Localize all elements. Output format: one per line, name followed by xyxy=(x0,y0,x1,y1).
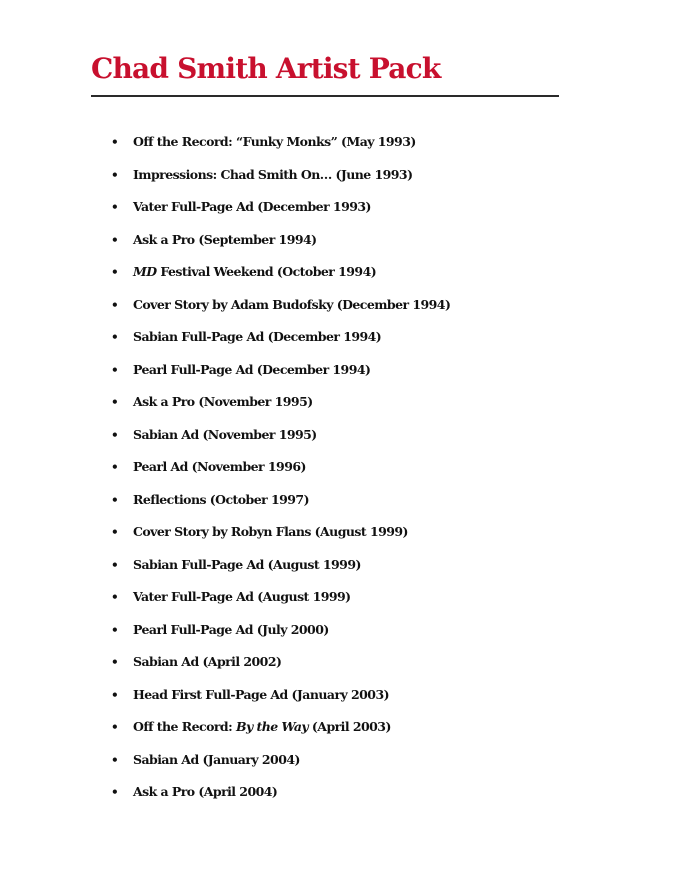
item-text-part: Festival Weekend (October 1994) xyxy=(156,264,377,279)
bullet-point: • xyxy=(111,135,119,149)
item-text-part: Ask a Pro (November 1995) xyxy=(133,394,313,409)
bullet-point: • xyxy=(111,785,119,799)
bullet-point: • xyxy=(111,362,119,377)
item-text-part: Sabian Ad (November 1995) xyxy=(133,426,317,442)
item-text-part: Ask a Pro (April 2004) xyxy=(133,784,278,799)
item-text-part: Sabian Full-Page Ad (December 1994) xyxy=(133,329,382,344)
list-item-text xyxy=(133,651,281,673)
item-text-part: Ask a Pro (September 1994) xyxy=(133,231,317,247)
list-item-text xyxy=(133,684,389,706)
item-text-part: Cover Story by Robyn Flans (August 1999) xyxy=(133,524,408,539)
list-item-text xyxy=(133,716,391,738)
list-item-text xyxy=(133,391,313,413)
bullet-point: • xyxy=(111,232,119,247)
bullet-point: • xyxy=(111,460,119,474)
list-item-text xyxy=(133,424,317,446)
bullet-point: • xyxy=(111,590,119,604)
bullet-point: • xyxy=(111,687,119,702)
list-item-text xyxy=(133,196,371,218)
item-text-part: Pearl Full-Page Ad (July 2000) xyxy=(133,621,329,637)
list-item-text xyxy=(133,456,306,478)
item-text-part: (April 2003) xyxy=(308,719,391,734)
bullet-point: • xyxy=(111,622,119,637)
bullet-point: • xyxy=(111,492,119,507)
list-item-text xyxy=(133,521,408,543)
list-item-text xyxy=(133,261,376,283)
italic-title-text: MD xyxy=(133,264,157,279)
italic-title-text: By the Way xyxy=(235,719,309,734)
list-item-text xyxy=(133,619,329,641)
item-text-part: Pearl Ad (November 1996) xyxy=(133,459,306,474)
bullet-point: • xyxy=(111,557,119,572)
list-item-text xyxy=(133,229,317,251)
item-text-part: Reflections (October 1997) xyxy=(133,491,309,507)
bullet-point: • xyxy=(111,525,119,539)
item-text-part: Off the Record: xyxy=(133,719,236,734)
bullet-point: • xyxy=(111,330,119,344)
list-item-text xyxy=(133,749,300,771)
list-item-text xyxy=(133,781,277,803)
item-text-part: Sabian Ad (April 2002) xyxy=(133,654,282,669)
list-item-text xyxy=(133,326,381,348)
item-text-part: Pearl Full-Page Ad (December 1994) xyxy=(133,361,371,377)
list-item-text xyxy=(133,164,412,186)
item-text-part: Head First Full-Page Ad (January 2003) xyxy=(133,686,389,702)
item-text-part: Cover Story by Adam Budofsky (December 1994) xyxy=(133,296,451,312)
bullet-point: • xyxy=(111,427,119,442)
item-text-part: Sabian Full-Page Ad (August 1999) xyxy=(133,556,361,572)
item-text-part: Vater Full-Page Ad (August 1999) xyxy=(133,589,351,604)
title-underline xyxy=(91,95,559,97)
list-item-text xyxy=(133,586,351,608)
bullet-point: • xyxy=(111,720,119,734)
bullet-point: • xyxy=(111,655,119,669)
item-text-part: Off the Record: “Funky Monks” (May 1993) xyxy=(133,134,416,149)
list-item-text xyxy=(133,489,309,511)
bullet-point: • xyxy=(111,395,119,409)
bullet-point: • xyxy=(111,167,119,182)
bullet-point: • xyxy=(111,265,119,279)
list-item-text xyxy=(133,359,370,381)
item-text-part: Vater Full-Page Ad (December 1993) xyxy=(133,199,371,214)
list-item-text xyxy=(133,554,361,576)
item-text-part: Impressions: Chad Smith On… (June 1993) xyxy=(133,166,413,182)
list-item-text xyxy=(133,294,450,316)
bullet-point: • xyxy=(111,297,119,312)
page-title: Chad Smith Artist Pack xyxy=(91,52,441,85)
bullet-point: • xyxy=(111,752,119,767)
item-text-part: Sabian Ad (January 2004) xyxy=(133,751,300,767)
bullet-point: • xyxy=(111,200,119,214)
list-item-text xyxy=(133,131,416,153)
